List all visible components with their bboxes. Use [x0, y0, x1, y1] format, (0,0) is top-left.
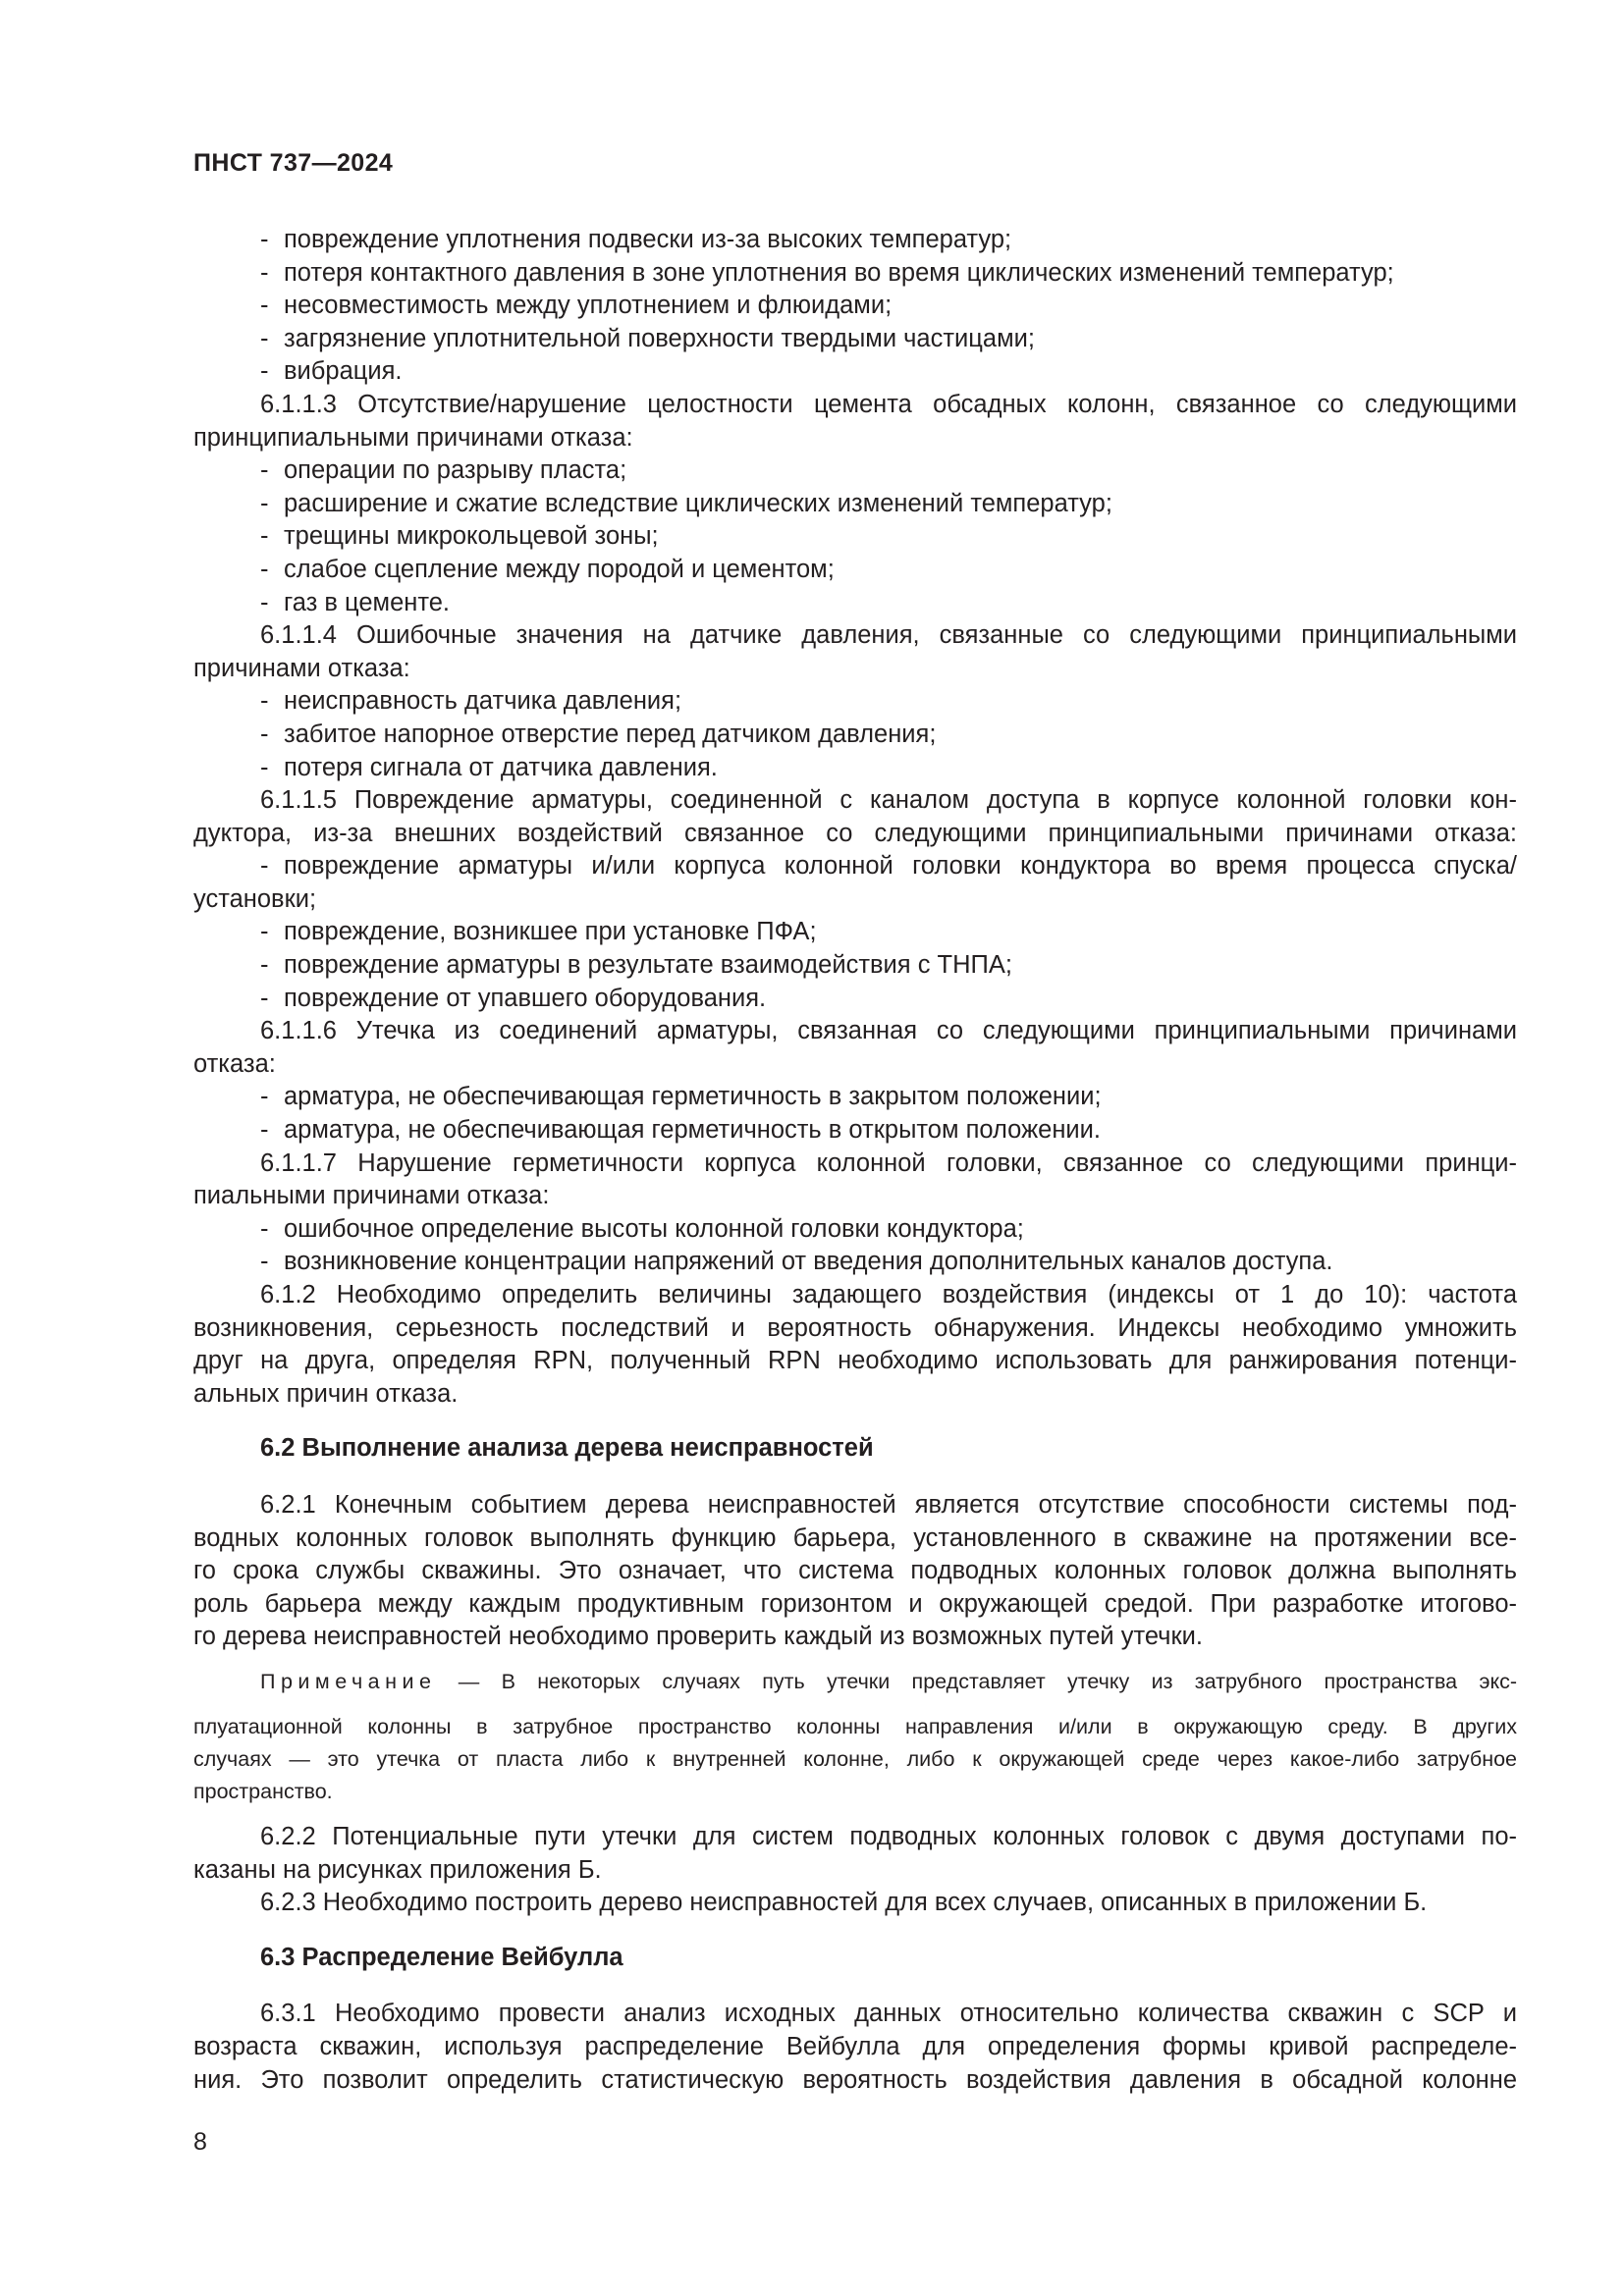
list-dash: - [260, 687, 269, 716]
list-item-text: возникновение концентрации напряжений от введения дополнительных каналов доступа. [284, 1248, 1333, 1276]
list-item [193, 916, 1517, 949]
list-item [193, 1246, 1517, 1279]
list-item-text: загрязнение уплотнительной поверхности твердыми частицами; [284, 324, 1035, 352]
document-body [193, 224, 1517, 2097]
paragraph-line: 6.1.2 Необходимо определить величины задающего воздействия (индексы от 1 до 10): частота [260, 1281, 1517, 1308]
list-item-text: газ в цементе. [284, 588, 450, 616]
paragraph-line: 6.2.3 Необходимо построить дерево неисправностей для всех случаев, описанных в приложении Б. [260, 1889, 1428, 1917]
paragraph-line: установки; [193, 884, 317, 913]
paragraph-line: пиальными причинами отказа: [193, 1182, 550, 1210]
paragraph-line: го срока службы скважины. Это означает, что система подводных колонных головок должна выполнять [193, 1557, 1517, 1585]
paragraph-line: 6.3.1 Необходимо провести анализ исходных данных относительно количества скважин с SCP и [260, 2000, 1517, 2028]
paragraph-line: 6.1.1.3 Отсутствие/нарушение целостности цемента обсадных колонн, связанное со следующими [260, 390, 1517, 418]
list-dash: - [260, 852, 269, 881]
list-dash: - [260, 226, 269, 253]
list-item [193, 719, 1517, 752]
list-item [193, 1213, 1517, 1247]
body-part-2 [193, 1821, 1517, 2097]
list-dash: - [260, 522, 269, 551]
list-item-text: потеря контактного давления в зоне уплотнения во время циклических изменений температур; [284, 258, 1394, 287]
list-item-text: арматура, не обеспечивающая герметичность в закрытом положении; [284, 1083, 1102, 1111]
list-dash: - [260, 456, 269, 485]
list-dash: - [260, 324, 269, 352]
list-item [193, 949, 1517, 983]
list-item-text: ошибочное определение высоты колонной головки кондуктора; [284, 1214, 1024, 1243]
section-heading: 6.3 Распределение Вейбулла [260, 1943, 623, 1971]
list-item [193, 520, 1517, 554]
list-dash: - [260, 489, 269, 517]
body-part-1 [193, 224, 1517, 1654]
paragraph-line: причинами отказа: [193, 654, 410, 682]
paragraph-line: 6.1.1.5 Повреждение арматуры, соединенной с каналом доступа в корпусе колонной головки кон- [260, 786, 1517, 815]
paragraph-line: водных колонных головок выполнять функцию барьера, установленного в скважине на протяжении все- [193, 1523, 1517, 1552]
paragraph-line: 6.1.1.6 Утечка из соединений арматуры, связанная со следующими принципиальными причинами [260, 1017, 1517, 1045]
list-item [193, 355, 1517, 389]
note-line: — В некоторых случаях путь утечки представляет утечку из затрубного пространства экс- [458, 1669, 1517, 1693]
list-item [193, 850, 1517, 883]
list-item [193, 290, 1517, 323]
paragraph-line: дуктора, из-за внешних воздействий связанное со следующими принципиальными причинами отказа: [193, 819, 1517, 847]
list-item-text: забитое напорное отверстие перед датчиком давления; [284, 720, 937, 748]
list-item-text: неисправность датчика давления; [284, 687, 682, 716]
list-item-text: несовместимость между уплотнением и флюидами; [284, 292, 893, 320]
list-item [193, 257, 1517, 291]
list-item [193, 752, 1517, 785]
list-item [193, 224, 1517, 257]
list-dash: - [260, 357, 269, 386]
list-item [193, 554, 1517, 587]
list-dash: - [260, 1083, 269, 1111]
list-item [193, 685, 1517, 719]
list-dash: - [260, 555, 269, 583]
note-label: Примечание [260, 1669, 437, 1693]
paragraph-line: возникновения, серьезность последствий и вероятность обнаружения. Индексы необходимо умножить [193, 1313, 1517, 1342]
list-dash: - [260, 588, 269, 616]
page-number: 8 [193, 2128, 207, 2156]
list-item [193, 454, 1517, 488]
list-dash: - [260, 292, 269, 320]
list-dash: - [260, 951, 269, 980]
paragraph-line: 6.1.1.4 Ошибочные значения на датчике давления, связанные со следующими принципиальными [260, 621, 1517, 650]
list-item-text: слабое сцепление между породой и цементом; [284, 555, 835, 583]
paragraph-line: друг на друга, определяя RPN, полученный RPN необходимо использовать для ранжирования потенци- [193, 1347, 1517, 1375]
paragraph-line: отказа: [193, 1049, 276, 1078]
paragraph-line: альных причин отказа. [193, 1379, 459, 1408]
list-item-text: трещины микрокольцевой зоны; [284, 522, 659, 551]
list-item [193, 488, 1517, 521]
list-item [193, 1114, 1517, 1148]
paragraph-line: принципиальными причинами отказа: [193, 423, 633, 452]
list-item-text: повреждение, возникшее при установке ПФА; [284, 918, 817, 946]
list-dash: - [260, 1116, 269, 1145]
list-item-text: операции по разрыву пласта; [284, 456, 627, 485]
list-dash: - [260, 720, 269, 748]
paragraph-line: 6.2.1 Конечным событием дерева неисправностей является отсутствие способности системы под- [260, 1490, 1517, 1519]
note-line: случаях — это утечка от пласта либо к внутренней колонне, либо к окружающей среде через какое-либо затрубное [193, 1746, 1517, 1771]
list-item-text: арматура, не обеспечивающая герметичность в открытом положении. [284, 1116, 1101, 1145]
list-dash: - [260, 918, 269, 946]
paragraph-line: казаны на рисунках приложения Б. [193, 1855, 602, 1884]
paragraph-line: возраста скважин, используя распределение Вейбулла для определения формы кривой распределе- [193, 2032, 1517, 2060]
document-header: ПНСТ 737—2024 [193, 149, 394, 177]
list-item-text: повреждение арматуры и/или корпуса колонной головки кондуктора во время процесса спуска/ [284, 852, 1517, 881]
list-item-text: повреждение арматуры в результате взаимодействия с ТНПА; [284, 951, 1012, 980]
note-line: плуатационной колонны в затрубное пространство колонны направления и/или в окружающую среду. В других [193, 1714, 1517, 1738]
list-item-text: повреждение уплотнения подвески из-за высоких температур; [284, 226, 1012, 253]
list-item-text: расширение и сжатие вследствие циклических изменений температур; [284, 489, 1112, 517]
list-item-text: потеря сигнала от датчика давления. [284, 753, 718, 781]
list-item [193, 323, 1517, 356]
list-item-text: вибрация. [284, 357, 403, 386]
list-item [193, 983, 1517, 1016]
list-dash: - [260, 1248, 269, 1276]
list-dash: - [260, 258, 269, 287]
paragraph-line: ния. Это позволит определить статистическую вероятность воздействия давления в обсадной колонне [193, 2065, 1517, 2094]
list-item [193, 587, 1517, 620]
list-dash: - [260, 1214, 269, 1243]
paragraph-line: роль барьера между каждым продуктивным горизонтом и окружающей средой. При разработке итогово- [193, 1589, 1517, 1618]
note [193, 1666, 1517, 1698]
list-dash: - [260, 984, 269, 1012]
list-item [193, 1081, 1517, 1114]
note-line: пространство. [193, 1779, 333, 1803]
list-dash: - [260, 753, 269, 781]
paragraph-line: 6.2.2 Потенциальные пути утечки для систем подводных колонных головок с двумя доступами по- [260, 1822, 1517, 1850]
paragraph-line: 6.1.1.7 Нарушение герметичности корпуса колонной головки, связанное со следующими принци- [260, 1148, 1517, 1177]
section-heading: 6.2 Выполнение анализа дерева неисправностей [260, 1434, 874, 1463]
paragraph-line: го дерева неисправностей необходимо проверить каждый из возможных путей утечки. [193, 1623, 1203, 1651]
list-item-text: повреждение от упавшего оборудования. [284, 984, 767, 1012]
